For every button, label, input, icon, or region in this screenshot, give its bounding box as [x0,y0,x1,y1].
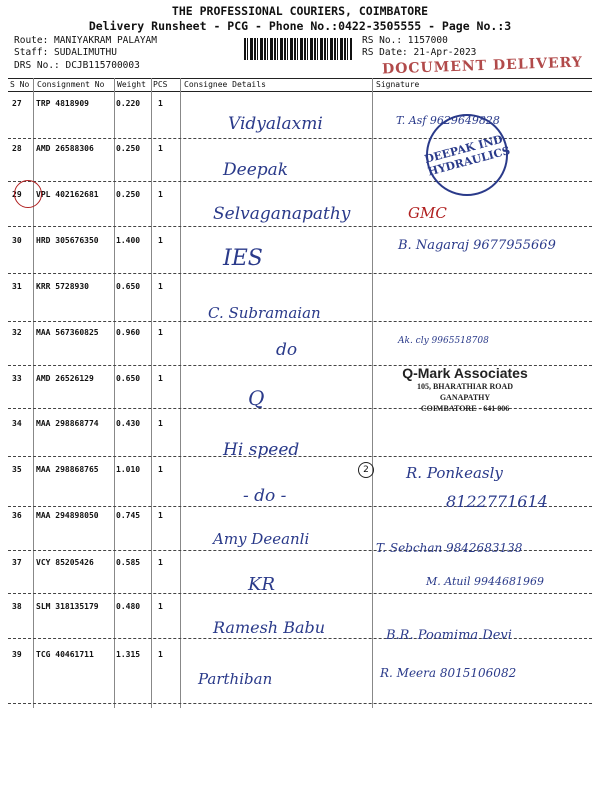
row-weight: 0.585 [116,558,141,567]
col-header-signature: Signature [376,80,420,89]
row-consignment-no: MAA 298868774 [36,419,99,428]
row-consignee: Ramesh Babu [213,618,326,637]
row-consignment-no: AMD 26526129 [36,374,94,383]
row-sno: 32 [12,328,22,337]
row-consignment-no: MAA 294898050 [36,511,99,520]
row-signature: R. Meera 8015106082 [380,666,517,680]
row-pcs: 1 [158,602,163,611]
row-consignment-no: HRD 305676350 [36,236,99,245]
row-sno: 34 [12,419,22,428]
row-signature: B. Nagaraj 9677955669 [398,238,556,253]
row-pcs: 1 [158,328,163,337]
row-consignment-no: MAA 298868765 [36,465,99,474]
row-pcs: 1 [158,190,163,199]
row-pcs: 1 [158,650,163,659]
row-consignment-no: KRR 5728930 [36,282,89,291]
row-weight: 1.010 [116,465,141,474]
row-signature: M. Atuil 9944681969 [426,575,545,588]
row-sno: 28 [12,144,22,153]
barcode [244,38,352,60]
row-signature: B.R. Poomima Devi [386,628,512,643]
row-signature: Ak. cly 9965518708 [398,336,489,346]
row-sno: 35 [12,465,22,474]
row-consignee: Deepak [223,160,289,180]
seal-text: DEEPAK IND HYDRAULICS [422,132,512,179]
row-weight: 0.250 [116,190,141,199]
col-header-pcs: PCS [153,80,168,89]
row-weight: 0.650 [116,282,141,291]
row-consignment-no: TRP 4818909 [36,99,89,108]
row-signature: T. Asf 9629649828 [396,114,500,127]
drs-number: DRS No.: DCJB115700003 [14,60,140,71]
row-sno: 36 [12,511,22,520]
rs-date: RS Date: 21-Apr-2023 [362,47,477,58]
row-consignee: Q [248,386,265,410]
runsheet-subtitle: Delivery Runsheet - PCG - Phone No.:0422-3505555 - Page No.:3 [88,19,512,33]
row-consignment-no: MAA 567360825 [36,328,99,337]
row-pcs: 1 [158,282,163,291]
col-header-consignment: Consignment No [37,80,105,89]
row-consignee: IES [223,246,263,271]
row-consignment-no: AMD 26588306 [36,144,94,153]
row-sno: 27 [12,99,22,108]
rs-number: RS No.: 1157000 [362,35,448,46]
stamp-company-name: Q-Mark Associates [402,365,528,381]
row-signature: T. Sebchan 9842683138 [376,541,523,555]
row-consignee: - do - [243,486,287,506]
row-consignment-no: SLM 318135179 [36,602,99,611]
row-pcs: 1 [158,465,163,474]
circle-annotation [14,180,42,208]
row-weight: 0.430 [116,419,141,428]
row-consignee: do [276,340,298,360]
row-sno: 37 [12,558,22,567]
company-stamp [375,365,555,414]
row-weight: 1.400 [116,236,141,245]
row-signature: 8122771614 [446,492,548,511]
row-pcs: 1 [158,558,163,567]
row-consignee: Hi speed [223,440,300,460]
row-sno: 30 [12,236,22,245]
row-pcs: 1 [158,144,163,153]
stamp-address-line3: COIMBATORE - 641 006 [420,404,510,413]
row-sno: 31 [12,282,22,291]
row-consignee: C. Subramaian [208,304,321,322]
row-consignee: Amy Deeanli [213,530,310,548]
row-pcs: 1 [158,511,163,520]
row-weight: 0.960 [116,328,141,337]
circled-number-two: 2 [358,462,374,478]
row-pcs: 1 [158,374,163,383]
row-weight: 0.745 [116,511,141,520]
row-signature: GMC [408,204,447,222]
row-consignee: KR [248,574,275,595]
row-weight: 0.480 [116,602,141,611]
col-header-consignee: Consignee Details [184,80,266,89]
row-weight: 1.315 [116,650,141,659]
col-header-weight: Weight [117,80,146,89]
document-delivery-stamp: DOCUMENT DELIVERY [381,54,584,78]
row-signature: R. Ponkeasly [406,464,503,482]
row-weight: 0.650 [116,374,141,383]
row-sno: 39 [12,650,22,659]
col-header-sno: S No [10,80,30,89]
row-weight: 0.250 [116,144,141,153]
row-consignment-no: VCY 85205426 [36,558,94,567]
company-seal-round [422,114,512,196]
row-pcs: 1 [158,99,163,108]
row-consignment-no: VPL 402162681 [36,190,99,199]
route-label: Route: MANIYAKRAM PALAYAM [14,35,157,46]
stamp-address-line2: GANAPATHY [439,393,491,402]
row-sno: 38 [12,602,22,611]
runsheet-title: THE PROFESSIONAL COURIERS, COIMBATORE [171,4,429,18]
row-consignee: Parthiban [198,670,273,688]
row-consignee: Vidyalaxmi [228,114,323,134]
row-consignment-no: TCG 40461711 [36,650,94,659]
staff-label: Staff: SUDALIMUTHU [14,47,117,58]
row-pcs: 1 [158,419,163,428]
row-consignee: Selvaganapathy [213,204,351,224]
row-sno: 29 [12,190,22,199]
stamp-address-line1: 105, BHARATHIAR ROAD [416,382,514,391]
row-weight: 0.220 [116,99,141,108]
row-pcs: 1 [158,236,163,245]
row-sno: 33 [12,374,22,383]
